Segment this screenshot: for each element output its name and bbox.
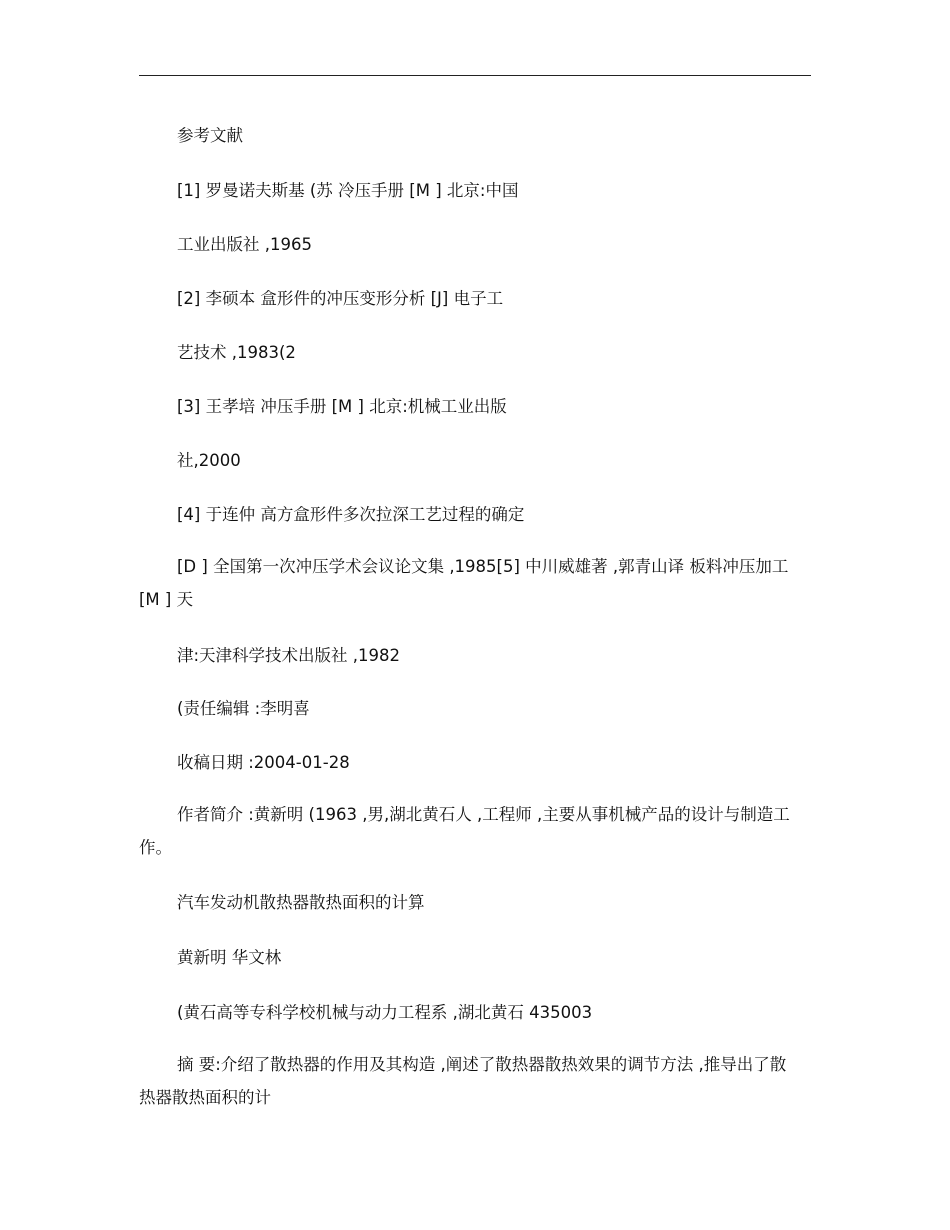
editor-note: (责任编辑 :李明喜 xyxy=(177,699,310,718)
reference-1: [1] 罗曼诺夫斯基 (苏 冷压手册 [M ] 北京:中国 xyxy=(177,181,519,200)
reference-2-continued: 艺技术 ,1983(2 xyxy=(177,343,296,362)
received-date: 收稿日期 :2004-01-28 xyxy=(177,753,350,772)
reference-1-continued: 工业出版社 ,1965 xyxy=(177,235,312,254)
reference-4: [4] 于连仲 高方盒形件多次拉深工艺过程的确定 xyxy=(177,505,525,524)
references-heading: 参考文献 xyxy=(177,126,243,145)
reference-3: [3] 王孝培 冲压手册 [M ] 北京:机械工业出版 xyxy=(177,397,507,416)
abstract-paragraph: 摘 要:介绍了散热器的作用及其构造 ,阐述了散热器散热效果的调节方法 ,推导出了散热器散热面积的计 xyxy=(139,1055,787,1107)
reference-4-5-paragraph: [D ] 全国第一次冲压学术会议论文集 ,1985[5] 中川威雄著 ,郭青山译 板料冲压加工 [M ] 天 xyxy=(139,557,789,609)
reference-2: [2] 李硕本 盒形件的冲压变形分析 [J] 电子工 xyxy=(177,289,504,308)
article-authors: 黄新明 华文林 xyxy=(177,948,282,967)
author-bio-paragraph: 作者简介 :黄新明 (1963 ,男,湖北黄石人 ,工程师 ,主要从事机械产品的设计与制造工作。 xyxy=(139,805,790,857)
header-rule xyxy=(139,75,811,76)
author-affiliation: (黄石高等专科学校机械与动力工程系 ,湖北黄石 435003 xyxy=(177,1003,593,1022)
article-title: 汽车发动机散热器散热面积的计算 xyxy=(177,893,425,912)
reference-3-continued: 社,2000 xyxy=(177,451,241,470)
reference-5-continued: 津:天津科学技术出版社 ,1982 xyxy=(177,646,401,665)
